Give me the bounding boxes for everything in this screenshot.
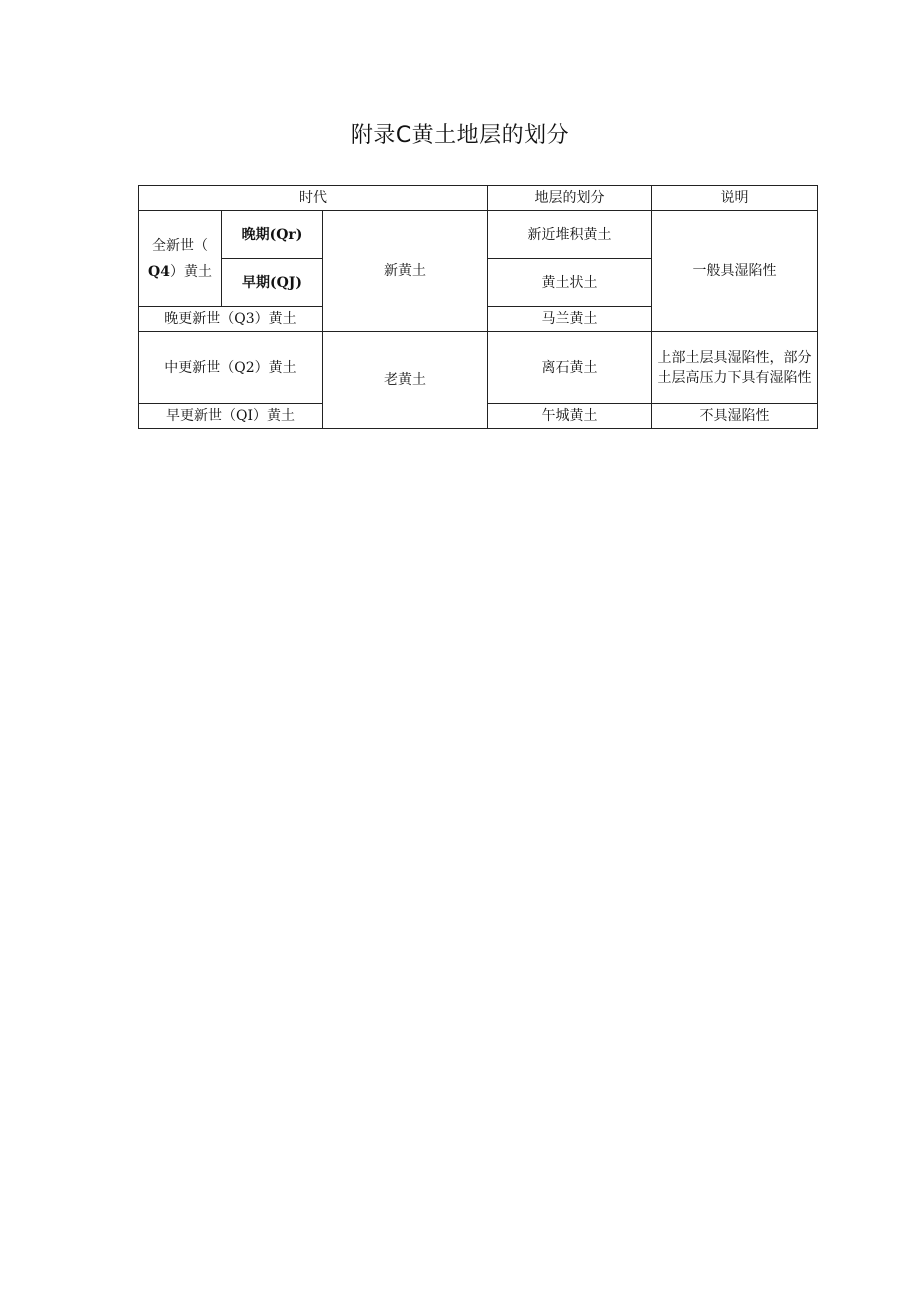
division-lishi-cell: 离石黄土 (488, 332, 652, 404)
note-collapsible-cell: 一般具湿陷性 (652, 211, 818, 332)
page-title: 附录C黄土地层的划分 (350, 123, 570, 148)
holocene-label-line1: 全新世（ (152, 237, 208, 254)
division-malan-cell: 马兰黄土 (488, 307, 652, 332)
table-row (139, 211, 818, 259)
loess-strata-table (138, 185, 818, 429)
middle-pleistocene-cell: 中更新世（Q2）黄土 (139, 332, 323, 404)
holocene-early-cell: 早期(QJ) (222, 259, 323, 307)
early-pleistocene-cell: 早更新世（QI）黄土 (139, 404, 323, 429)
header-note: 说明 (652, 186, 818, 211)
division-loess-like-cell: 黄土状土 (488, 259, 652, 307)
old-loess-cell: 老黄土 (323, 332, 488, 429)
late-pleistocene-cell: 晚更新世（Q3）黄土 (139, 307, 323, 332)
table-header-row (139, 186, 818, 211)
note-lishi-cell: 上部土层具湿陷性，部分土层高压力下具有湿陷性 (652, 332, 818, 404)
note-wucheng-cell: 不具湿陷性 (652, 404, 818, 429)
division-recent-cell: 新近堆积黄土 (488, 211, 652, 259)
holocene-label-rest: ）黄土 (169, 263, 212, 280)
holocene-late-cell: 晚期(Qr) (222, 211, 323, 259)
header-division: 地层的划分 (488, 186, 652, 211)
header-era: 时代 (139, 186, 488, 211)
holocene-code: Q4 (148, 263, 170, 280)
division-wucheng-cell: 午城黄土 (488, 404, 652, 429)
table-row (139, 332, 818, 404)
holocene-label-line2 (143, 259, 217, 285)
holocene-cell (139, 211, 222, 307)
new-loess-cell: 新黄土 (323, 211, 488, 332)
